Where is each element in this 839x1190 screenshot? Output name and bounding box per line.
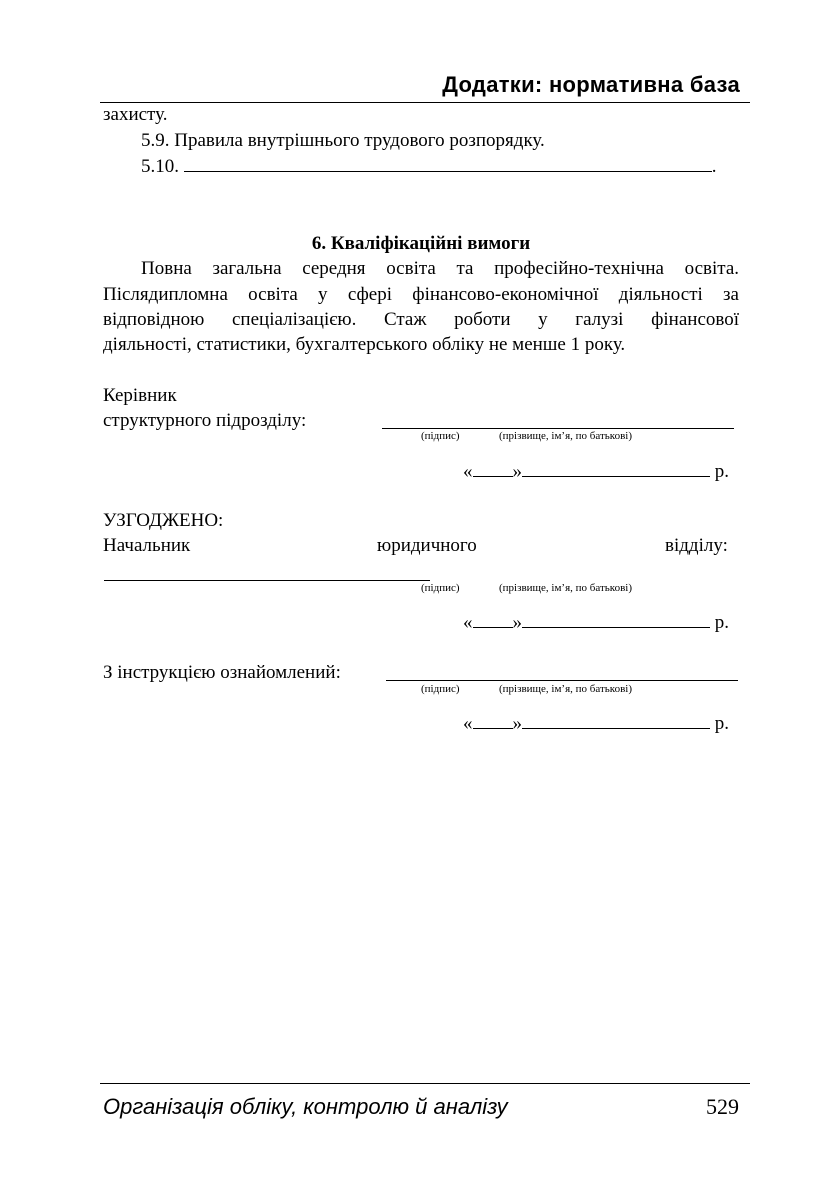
- acquainted-label: З інструкцією ознайомлений:: [103, 662, 341, 683]
- date-month-blank: [522, 613, 710, 628]
- approval-word-1: Начальник: [103, 535, 191, 556]
- manager-caption-name: (прізвище, ім’я, по батькові): [499, 430, 632, 442]
- acquainted-signature-line: [386, 680, 738, 681]
- approval-caption-sign: (підпис): [421, 582, 460, 594]
- date-day-blank: [473, 462, 513, 477]
- manager-label-1: Керівник: [103, 385, 177, 406]
- paragraph-line-3: відповідною спеціалізацією. Стаж роботи у галузі фінансової: [103, 309, 739, 330]
- date-close-quote: »: [512, 713, 522, 734]
- footer-rule: [100, 1083, 750, 1084]
- paragraph-line-4: діяльності, статистики, бухгалтерського обліку не менше 1 року.: [103, 334, 626, 355]
- acquainted-caption-name: (прізвище, ім’я, по батькові): [499, 683, 632, 695]
- date-year-suffix: р.: [714, 461, 729, 482]
- item-5-10: [141, 156, 717, 178]
- manager-date-row: [463, 461, 729, 483]
- date-day-blank: [473, 613, 513, 628]
- header-rule: [100, 102, 750, 103]
- date-year-suffix: р.: [714, 612, 729, 633]
- date-month-blank: [522, 714, 710, 729]
- date-close-quote: »: [512, 461, 522, 482]
- date-month-blank: [522, 462, 710, 477]
- approval-word-3: відділу:: [665, 535, 728, 556]
- running-header-title: Додатки: нормативна база: [442, 72, 740, 97]
- date-open-quote: «: [463, 612, 473, 633]
- date-open-quote: «: [463, 461, 473, 482]
- section-title: 6. Кваліфікаційні вимоги: [311, 233, 531, 254]
- footer-title: Організація обліку, контролю й аналізу: [103, 1094, 508, 1119]
- page-number: 529: [706, 1094, 739, 1119]
- approval-word-2: юридичного: [377, 535, 477, 556]
- date-open-quote: «: [463, 713, 473, 734]
- item-5-10-blank: [184, 157, 712, 172]
- date-close-quote: »: [512, 612, 522, 633]
- date-day-blank: [473, 714, 513, 729]
- continuation-text: захисту.: [103, 104, 168, 125]
- acquainted-caption-sign: (підпис): [421, 683, 460, 695]
- acquainted-date-row: [463, 713, 729, 735]
- manager-label-2: структурного підрозділу:: [103, 410, 307, 431]
- item-5-10-label: 5.10.: [141, 156, 179, 177]
- manager-caption-sign: (підпис): [421, 430, 460, 442]
- item-5-9: 5.9. Правила внутрішнього трудового розпорядку.: [141, 130, 545, 151]
- approval-signature-line: [104, 580, 430, 581]
- approved-label: УЗГОДЖЕНО:: [103, 510, 224, 531]
- item-5-10-end: .: [711, 156, 717, 177]
- date-year-suffix: р.: [714, 713, 729, 734]
- paragraph-line-1: Повна загальна середня освіта та професійно-технічна освіта.: [141, 258, 739, 279]
- manager-signature-line: [382, 428, 734, 429]
- paragraph-line-2: Післядипломна освіта у сфері фінансово-економічної діяльності за: [103, 284, 739, 305]
- approval-caption-name: (прізвище, ім’я, по батькові): [499, 582, 632, 594]
- approval-date-row: [463, 612, 729, 634]
